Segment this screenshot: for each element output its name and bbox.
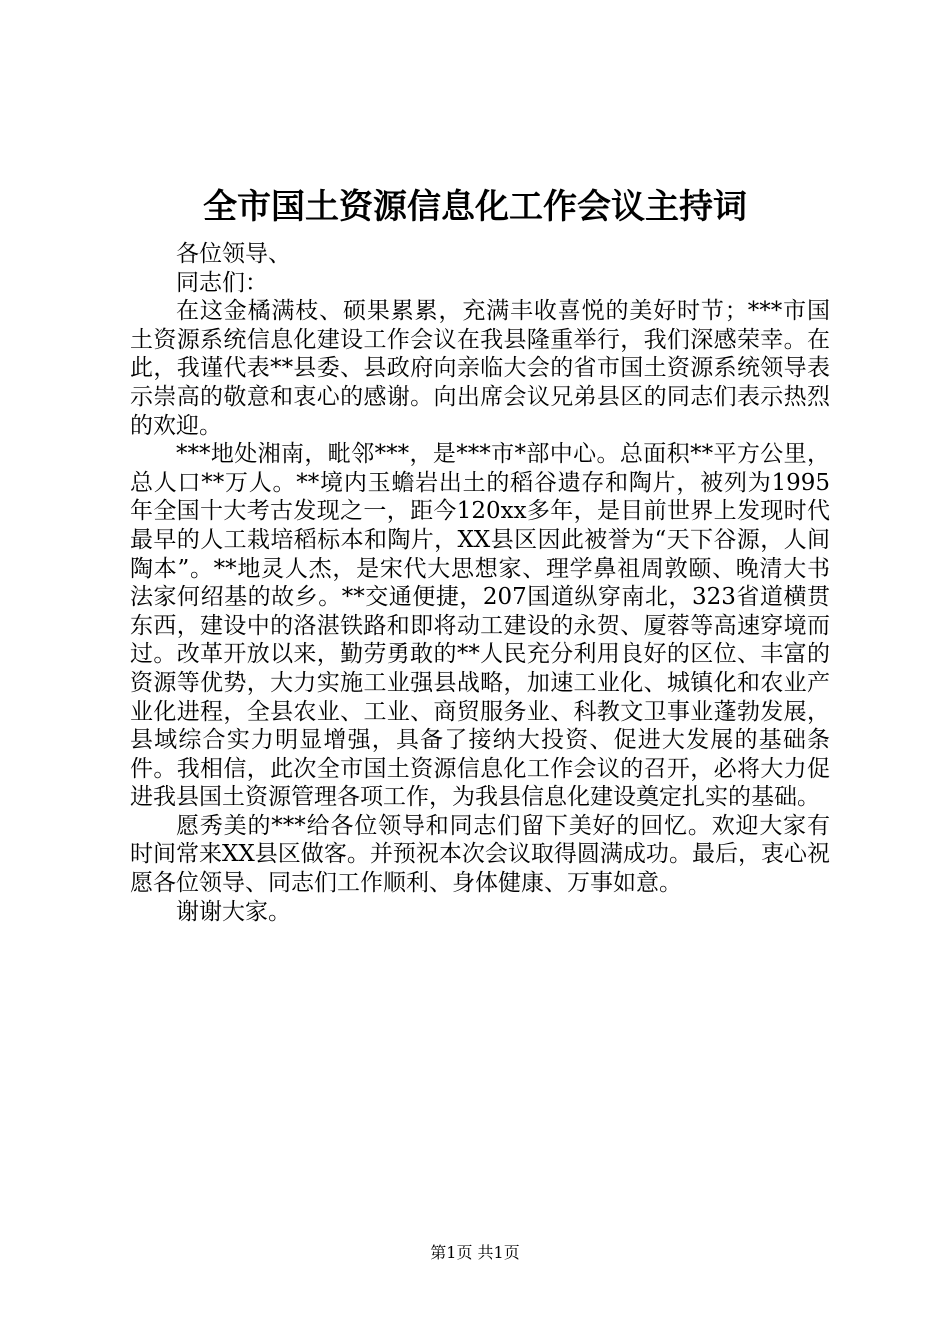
paragraph-county-intro: ***地处湘南，毗邻***，是***市*部中心。总面积**平方公里，总人口**万人。**境内玉蟾岩出土的稻谷遗存和陶片，被列为1995年全国十大考古发现之一，距今120xx多年，是目前世界上发现时代最早的人工栽培稻标本和陶片，XX县区因此被誉为“天下谷源，人间陶本”。**地灵人杰，是宋代大思想家、理学鼻祖周敦颐、晚清大书法家何绍基的故乡。**交通便捷，207国道纵穿南北，323省道横贯东西，建设中的洛湛铁路和即将动工建设的永贺、厦蓉等高速穿境而过。改革开放以来，勤劳勇敢的**人民充分利用良好的区位、丰富的资源等优势，大力实施工业强县战略，加速工业化、城镇化和农业产业化进程，全县农业、工业、商贸服务业、科教文卫事业蓬勃发展，县域综合实力明显增强，具备了接纳大投资、促进大发展的基础条件。我相信，此次全市国土资源信息化工作会议的召开，必将大力促进我县国土资源管理各项工作，为我县信息化建设奠定扎实的基础。 — [130, 441, 830, 811]
paragraph-thanks: 谢谢大家。 — [176, 898, 291, 925]
document-body — [130, 240, 830, 926]
paragraph-wishes: 愿秀美的***给各位领导和同志们留下美好的回忆。欢迎大家有时间常来XX县区做客。并预祝本次会议取得圆满成功。最后，衷心祝愿各位领导、同志们工作顺利、身体健康、万事如意。 — [130, 812, 830, 897]
paragraph-welcome: 在这金橘满枝、硕果累累，充满丰收喜悦的美好时节；***市国土资源系统信息化建设工作会议在我县隆重举行，我们深感荣幸。在此，我谨代表**县委、县政府向亲临大会的省市国土资源系统领导表示崇高的敬意和衷心的感谢。向出席会议兄弟县区的同志们表示热烈的欢迎。 — [130, 298, 830, 439]
page-number-footer: 第1页 共1页 — [430, 1243, 520, 1262]
document-title: 全市国土资源信息化工作会议主持词 — [203, 187, 747, 227]
salutation-comrades: 同志们： — [176, 269, 268, 296]
salutation-leaders: 各位领导、 — [176, 241, 291, 267]
